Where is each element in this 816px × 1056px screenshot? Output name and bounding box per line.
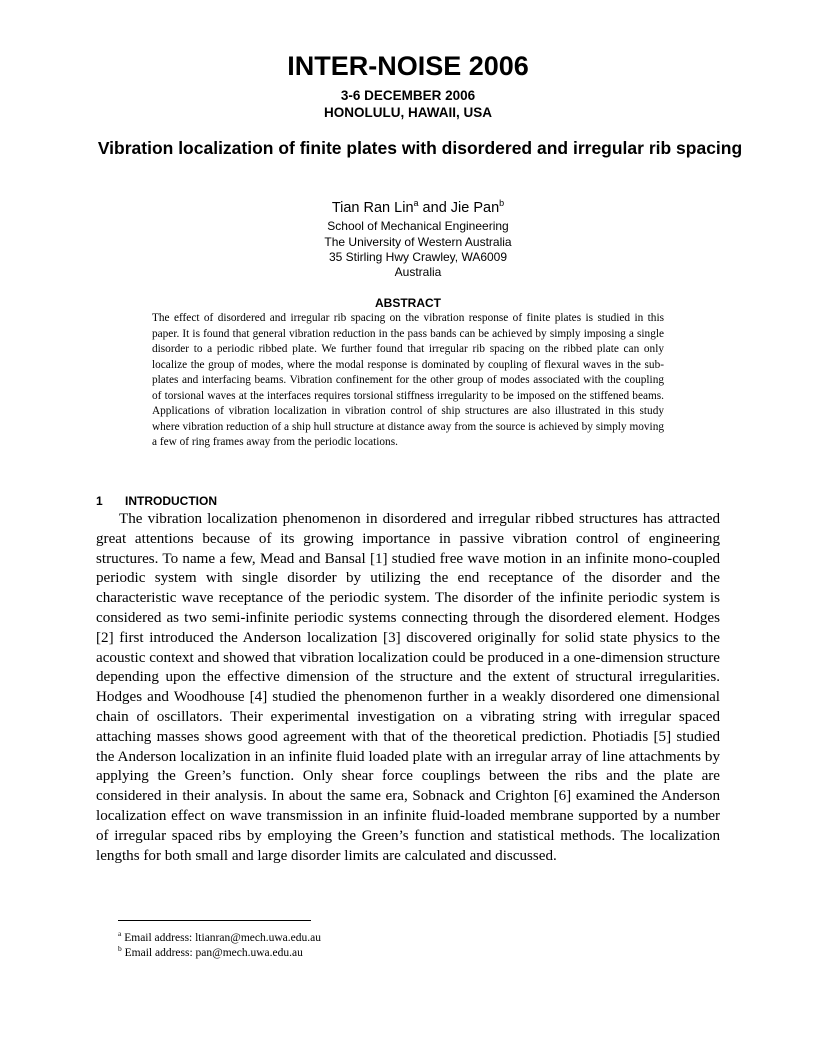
- abstract-heading: ABSTRACT: [375, 296, 441, 310]
- author-name: Tian Ran Lin: [331, 200, 414, 216]
- author-affiliation-mark: b: [499, 198, 505, 208]
- conference-dates: 3-6 DECEMBER 2006: [340, 88, 476, 103]
- footnote-text: Email address: ltianran@mech.uwa.edu.au: [124, 932, 321, 944]
- footnote-email-b: [118, 946, 303, 961]
- introduction-body: The vibration localization phenomenon in disordered and irregular ribbed structures has attracted great attentions because of its growing importance in passive vibration control of engineering structures. To name a few, Mead and Bansal [1] studied free wave motion in an infinite mono-coupled periodic system with single disorder by utilizing the end receptance of the disorder and the characteristic wave receptance of the periodic system. The disorder of the infinite periodic system is considered as two semi-infinite periodic systems connecting through the disordered element. Hodges [2] first introduced the Anderson localization [3] discovered originally for solid state physics to the acoustic context and showed that vibration localization could be produced in a one-dimension structure depending upon the effective dimension of the structure and the extent of structural irregularities. Hodges and Woodhouse [4] studied the phenomenon further in a weakly disordered one dimensional chain of oscillators. Their experimental investigation on a vibrating string with irregular spaced attaching masses shows good agreement with that of the theoretical prediction. Photiadis [5] studied the Anderson localization in an infinite fluid loaded plate with an irregular array of line attachments by applying the Green’s function. Only shear force couplings between the ribs and the plate are considered in their analysis. In about the same era, Sobnack and Crighton [6] examined the Anderson localization effect on wave transmission in an infinite fluid-loaded membrane supported by a number of irregular spaced ribs by employing the Green’s function and statistical methods. The localization lengths for both small and large disorder limits are calculated and discussed.: [96, 511, 720, 864]
- affiliation-address: 35 Stirling Hwy Crawley, WA6009: [328, 250, 508, 264]
- footnote-email-a: [118, 931, 321, 946]
- paper-title: Vibration localization of finite plates with disordered and irregular rib spacing: [97, 138, 743, 158]
- conference-location: HONOLULU, HAWAII, USA: [324, 105, 492, 120]
- footnote-mark: b: [118, 944, 122, 953]
- author-separator: and: [418, 200, 451, 216]
- author-name: Jie Pan: [450, 200, 500, 216]
- author-affiliation-mark: a: [413, 198, 419, 208]
- section-number: 1: [96, 494, 103, 508]
- affiliation-department: School of Mechanical Engineering: [327, 219, 509, 233]
- conference-title: INTER-NOISE 2006: [287, 51, 529, 81]
- author-line: [0, 199, 816, 217]
- section-title: INTRODUCTION: [125, 494, 217, 508]
- footnote-divider: [118, 920, 311, 921]
- affiliation-country: Australia: [394, 265, 442, 279]
- abstract-body: The effect of disordered and irregular rib spacing on the vibration response of finite plates is studied in this paper. It is found that general vibration reduction in the pass bands can be achieved by simply imposing a single disorder to a periodic ribbed plate. We further found that irregular rib spacing on the ribbed plate can only localize the group of modes, where the modal response is dominated by coupling of flexural waves in the sub-plates and interfacing beams. Vibration confinement for the other group of modes associated with the coupling of torsional waves at the interfaces requires torsional stiffness irregularity to be imposed on the stiffened beams. Applications of vibration localization in vibration control of ship structures are also illustrated in this study where vibration reduction of a ship hull structure at distance away from the source is achieved by simply moving a few of ring frames away from the periodic locations.: [152, 312, 664, 448]
- affiliation-university: The University of Western Australia: [324, 235, 512, 249]
- footnote-text: Email address: pan@mech.uwa.edu.au: [124, 947, 303, 959]
- footnote-mark: a: [118, 929, 122, 938]
